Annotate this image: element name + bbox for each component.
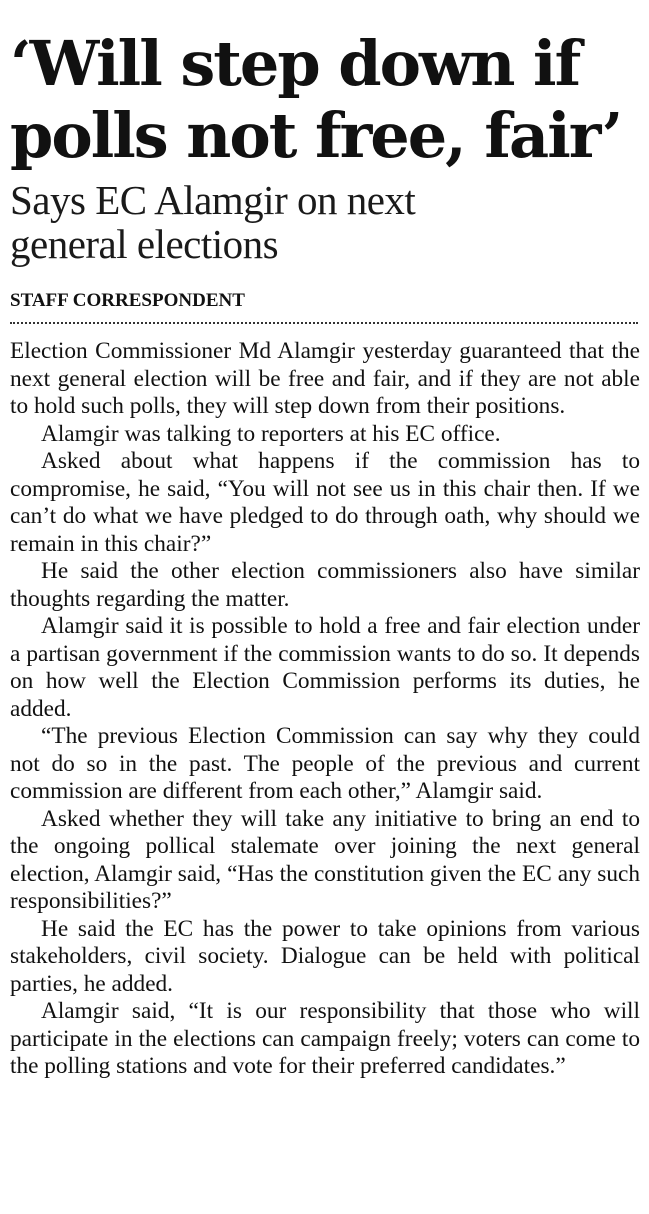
article-body: [10, 338, 640, 1081]
headline: [10, 28, 640, 172]
news-article: [10, 0, 640, 1081]
subheadline: [10, 178, 640, 266]
paragraph-2: Alamgir was talking to reporters at his EC office.: [41, 420, 501, 447]
headline-line-1: ‘Will step down if: [10, 27, 580, 100]
dotted-divider: [10, 322, 638, 324]
headline-line-2: polls not free, fair’: [10, 99, 622, 172]
paragraph-4: He said the other election commissioners also have similar thoughts regarding the matter.: [10, 558, 640, 612]
paragraph-5: Alamgir said it is possible to hold a free and fair election under a partisan government if the commission wants to do so. It depends on how well the Election Commission performs its duties, he added.: [10, 613, 640, 722]
paragraph-3: Asked about what happens if the commission has to compromise, he said, “You will not see us in this chair then. If we can’t do what we have pledged to do through oath, why should we remain in this chair?”: [10, 448, 640, 557]
paragraph-8: He said the EC has the power to take opinions from various stakeholders, civil society. Dialogue can be held with political parties, he added.: [10, 915, 640, 997]
subheadline-line-2: general elections: [10, 221, 279, 267]
paragraph-6: “The previous Election Commission can say why they could not do so in the past. The people of the previous and current commission are different from each other,” Alamgir said.: [10, 723, 640, 804]
paragraph-7: Asked whether they will take any initiative to bring an end to the ongoing pollical stalemate over joining the next general election, Alamgir said, “Has the constitution given the EC any such responsibilities?”: [10, 805, 640, 914]
paragraph-9: Alamgir said, “It is our responsibility that those who will participate in the elections can campaign freely; voters can come to the polling stations and vote for their preferred candidates.”: [10, 998, 640, 1079]
byline: STAFF CORRESPONDENT: [10, 290, 245, 311]
paragraph-1: Election Commissioner Md Alamgir yesterday guaranteed that the next general election will be free and fair, and if they are not able to hold such polls, they will step down from their positions.: [10, 338, 640, 419]
subheadline-line-1: Says EC Alamgir on next: [10, 177, 416, 223]
